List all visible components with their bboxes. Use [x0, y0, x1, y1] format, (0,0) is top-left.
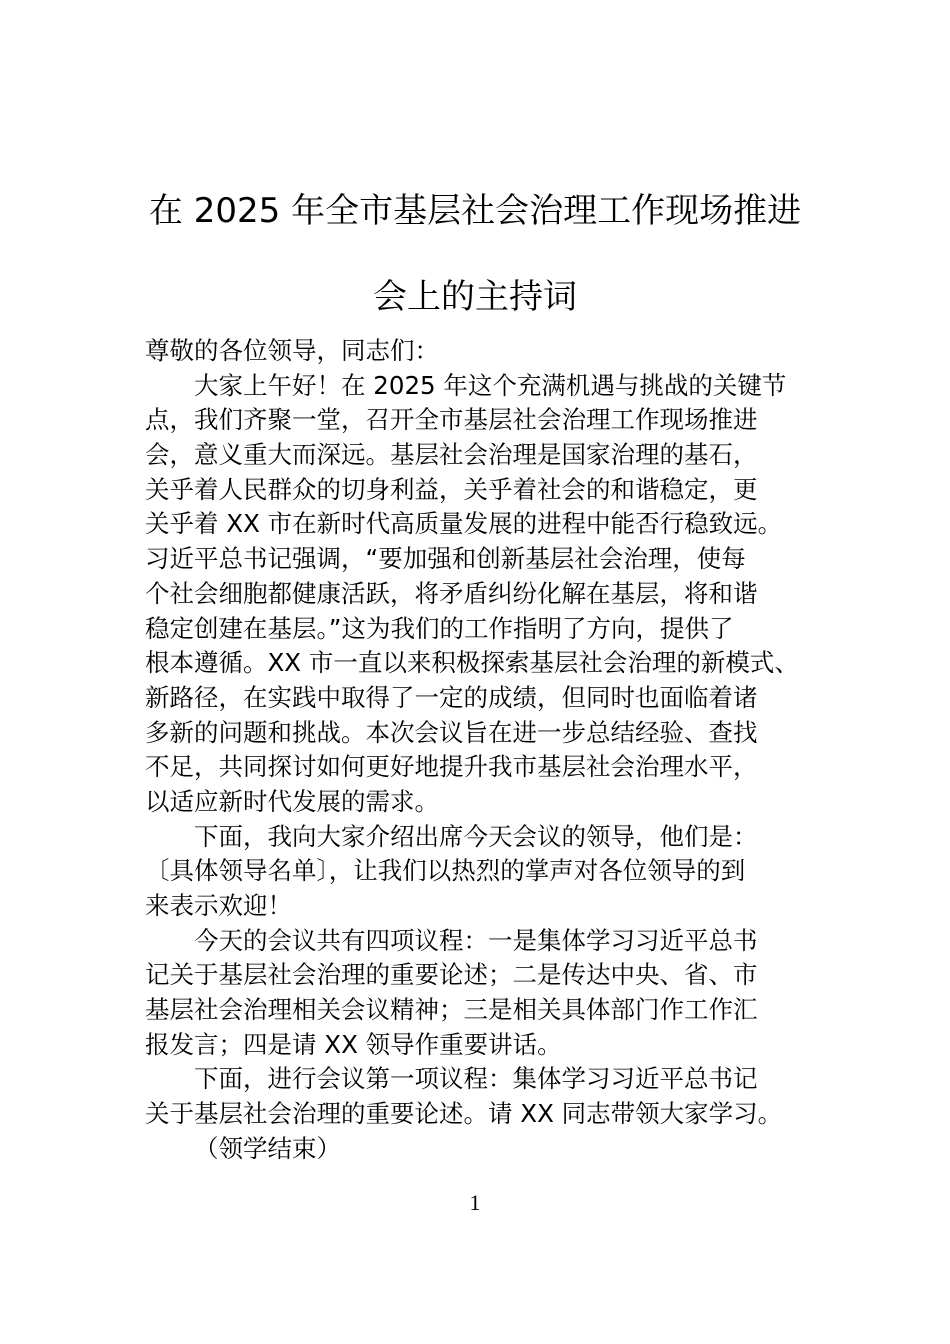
title-line: 在 2025 年全市基层社会治理工作现场推进 [148, 191, 802, 231]
body-line: 关于基层社会治理的重要论述。请 XX 同志带领大家学习。 [145, 1099, 783, 1129]
title-line: 会上的主持词 [373, 277, 577, 317]
document-title [120, 168, 830, 340]
document-body [145, 334, 811, 1167]
body-line: 会，意义重大而深远。基层社会治理是国家治理的基石， [145, 440, 758, 470]
body-line: 报发言；四是请 XX 领导作重要讲话。 [145, 1029, 562, 1059]
body-line: 基层社会治理相关会议精神；三是相关具体部门作工作汇 [145, 995, 758, 1025]
body-line: 关乎着人民群众的切身利益，关乎着社会的和谐稳定，更 [145, 474, 758, 504]
body-line: 习近平总书记强调，“要加强和创新基层社会治理，使每 [145, 544, 746, 574]
body-line: 下面，我向大家介绍出席今天会议的领导，他们是： [194, 821, 758, 851]
body-line: 〔具体领导名单〕，让我们以热烈的掌声对各位领导的到 [145, 856, 746, 886]
body-line: 关乎着 XX 市在新时代高质量发展的进程中能否行稳致远。 [145, 509, 783, 539]
body-line: 点，我们齐聚一堂，召开全市基层社会治理工作现场推进 [145, 405, 758, 435]
body-line: （领学结束） [194, 1133, 341, 1163]
body-line: 不足，共同探讨如何更好地提升我市基层社会治理水平， [145, 752, 758, 782]
body-line: 大家上午好！在 2025 年这个充满机遇与挑战的关键节 [194, 370, 787, 400]
page-number: 1 [469, 1190, 481, 1215]
body-line: 今天的会议共有四项议程：一是集体学习习近平总书 [194, 925, 758, 955]
body-line: 尊敬的各位领导，同志们： [145, 336, 439, 365]
body-line: 下面，进行会议第一项议程：集体学习习近平总书记 [194, 1064, 758, 1094]
body-line: 记关于基层社会治理的重要论述；二是传达中央、省、市 [145, 960, 758, 990]
body-line: 个社会细胞都健康活跃，将矛盾纠纷化解在基层，将和谐 [145, 578, 758, 608]
body-line: 新路径，在实践中取得了一定的成绩，但同时也面临着诸 [145, 682, 758, 712]
body-line: 稳定创建在基层。”这为我们的工作指明了方向，提供了 [145, 613, 734, 643]
body-line: 以适应新时代发展的需求。 [145, 786, 439, 816]
body-line: 多新的问题和挑战。本次会议旨在进一步总结经验、查找 [145, 717, 758, 747]
body-line: 根本遵循。XX 市一直以来积极探索基层社会治理的新模式、 [145, 648, 799, 678]
body-line: 来表示欢迎！ [145, 891, 292, 920]
